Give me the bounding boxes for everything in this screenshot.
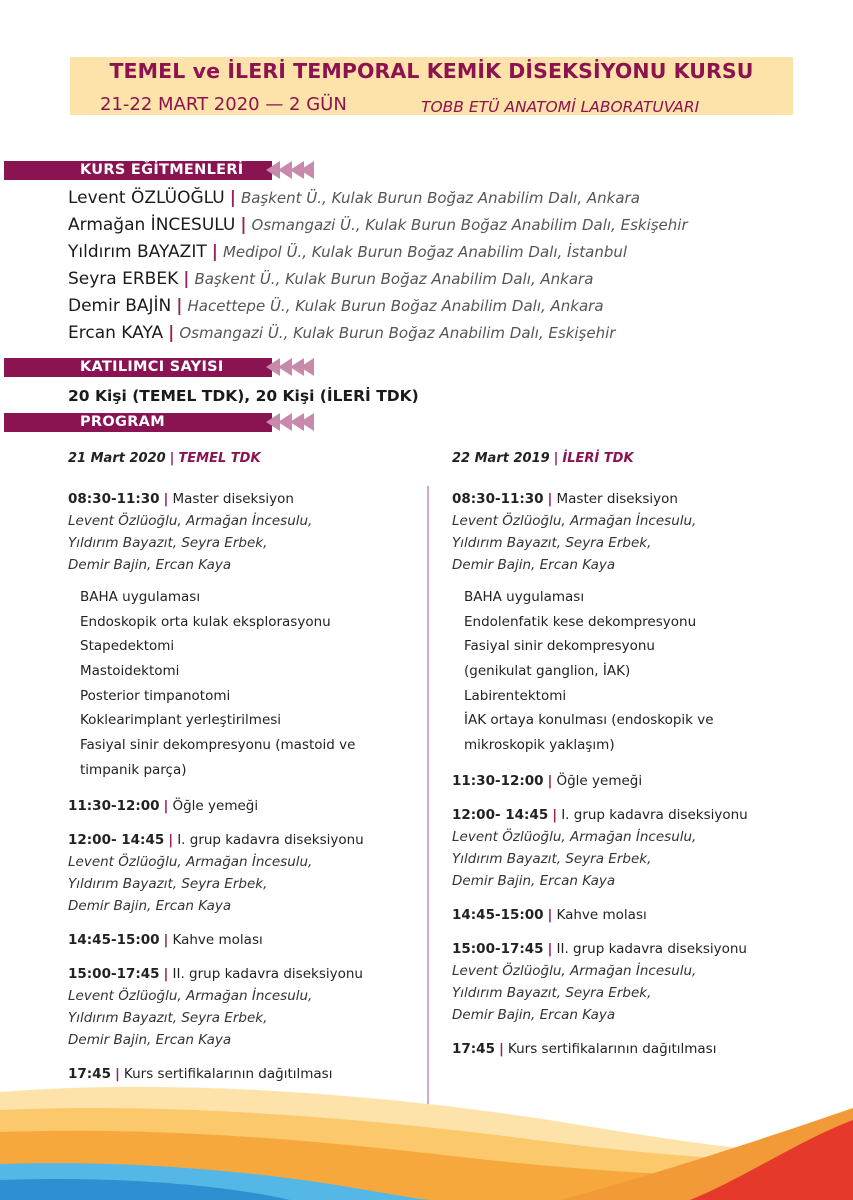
session-time: 08:30-11:30 <box>68 491 160 507</box>
separator-bar: | <box>168 831 174 848</box>
day-header <box>68 450 428 468</box>
session-time: 17:45 <box>452 1040 495 1057</box>
instructor-name: Ercan KAYA <box>68 323 164 343</box>
decorative-waves <box>0 1080 853 1200</box>
separator-bar: | <box>183 269 190 289</box>
session-row <box>68 929 428 951</box>
session-instructors: Levent Özlüoğlu, Armağan İncesulu, <box>68 853 313 870</box>
session-row <box>452 804 812 826</box>
instructor-name: Yıldırım BAYAZIT <box>68 242 207 262</box>
topic-item: (genikulat ganglion, İAK) <box>464 663 631 680</box>
separator-bar: | <box>163 965 169 982</box>
separator-bar: | <box>163 491 169 507</box>
instructor-affiliation: Osmangazi Ü., Kulak Burun Boğaz Anabilim Dalı, Eskişehir <box>179 324 616 342</box>
instructor-affiliation: Başkent Ü., Kulak Burun Boğaz Anabilim Dalı, Ankara <box>240 189 640 207</box>
session-row <box>68 795 428 817</box>
session-instructors: Demir Bajin, Ercan Kaya <box>452 1006 616 1023</box>
session-instructors: Yıldırım Bayazıt, Seyra Erbek, <box>452 535 652 551</box>
separator-bar: | <box>547 940 553 957</box>
topic-item: Labirentektomi <box>464 687 567 704</box>
course-title: TEMEL ve İLERİ TEMPORAL KEMİK DİSEKSİYONU KURSU <box>109 59 754 83</box>
session-instructors: Levent Özlüoğlu, Armağan İncesulu, <box>452 513 697 529</box>
session-instructors: Levent Özlüoğlu, Armağan İncesulu, <box>68 987 313 1004</box>
course-location: TOBB ETÜ ANATOMİ LABORATUVARI <box>421 98 700 116</box>
separator-bar: | <box>169 451 175 466</box>
session-title: Kurs sertifikalarının dağıtılması <box>123 1065 333 1082</box>
instructor-affiliation: Hacettepe Ü., Kulak Burun Boğaz Anabilim Dalı, Ankara <box>187 297 604 315</box>
topic-item: Koklearimplant yerleştirilmesi <box>80 712 282 729</box>
separator-bar: | <box>168 323 175 343</box>
day-date: 22 Mart 2019 <box>452 451 550 466</box>
session-title: Kahve molası <box>172 931 263 948</box>
program-day-1 <box>68 450 428 1085</box>
instructor-row <box>68 294 604 318</box>
session-row <box>68 963 428 985</box>
session-instructors: Yıldırım Bayazıt, Seyra Erbek, <box>68 1009 268 1026</box>
session-title: Kahve molası <box>556 906 647 923</box>
day-track: TEMEL TDK <box>178 451 261 466</box>
session-time: 17:45 <box>68 1065 111 1082</box>
section-title-participants: KATILIMCI SAYISI <box>80 359 224 375</box>
session-row <box>452 1038 812 1060</box>
topic-item: Fasiyal sinir dekompresyonu <box>464 638 655 655</box>
session-row <box>68 829 428 851</box>
session-time: 12:00- 14:45 <box>452 806 549 823</box>
session-time: 11:30-12:00 <box>68 797 160 814</box>
instructor-row <box>68 267 593 291</box>
day-header <box>452 450 812 468</box>
session-instructors: Demir Bajin, Ercan Kaya <box>452 557 616 573</box>
topic-list <box>452 585 812 758</box>
session-time: 11:30-12:00 <box>452 772 544 789</box>
participant-count: 20 Kişi (TEMEL TDK), 20 Kişi (İLERİ TDK) <box>68 387 419 405</box>
day-date: 21 Mart 2020 <box>68 451 166 466</box>
instructor-name: Levent ÖZLÜOĞLU <box>68 188 225 208</box>
session-instructors: Yıldırım Bayazıt, Seyra Erbek, <box>452 850 652 867</box>
topic-item: BAHA uygulaması <box>464 589 585 605</box>
topic-item: Posterior timpanotomi <box>80 687 231 704</box>
topic-item: Endolenfatik kese dekompresyonu <box>464 613 697 630</box>
session-instructors: Demir Bajin, Ercan Kaya <box>68 557 232 573</box>
instructor-row <box>68 186 640 210</box>
instructor-name: Seyra ERBEK <box>68 269 179 289</box>
session-time: 15:00-17:45 <box>452 940 544 957</box>
separator-bar: | <box>547 772 553 789</box>
session-title: Öğle yemeği <box>172 797 259 814</box>
session-instructors: Demir Bajin, Ercan Kaya <box>68 897 232 914</box>
topic-item: mikroskopik yaklaşım) <box>464 737 615 754</box>
separator-bar: | <box>229 188 236 208</box>
separator-bar: | <box>211 242 218 262</box>
session-time: 15:00-17:45 <box>68 965 160 982</box>
instructor-row <box>68 321 615 345</box>
separator-bar: | <box>553 451 559 466</box>
separator-bar: | <box>552 806 558 823</box>
session-title: I. grup kadavra diseksiyonu <box>561 806 748 823</box>
session-time: 14:45-15:00 <box>452 906 544 923</box>
session-row <box>452 904 812 926</box>
session-instructors: Yıldırım Bayazıt, Seyra Erbek, <box>452 984 652 1001</box>
section-title-instructors: KURS EĞİTMENLERİ <box>80 162 244 178</box>
session-title: I. grup kadavra diseksiyonu <box>177 831 364 848</box>
separator-bar: | <box>176 296 183 316</box>
session-instructors: Demir Bajin, Ercan Kaya <box>68 1031 232 1048</box>
topic-item: timpanik parça) <box>80 761 187 778</box>
separator-bar: | <box>240 215 247 235</box>
instructor-affiliation: Medipol Ü., Kulak Burun Boğaz Anabilim Dalı, İstanbul <box>222 243 628 261</box>
session-title: Öğle yemeği <box>556 772 643 789</box>
session-instructors: Yıldırım Bayazıt, Seyra Erbek, <box>68 535 268 551</box>
instructor-affiliation: Osmangazi Ü., Kulak Burun Boğaz Anabilim Dalı, Eskişehir <box>251 216 688 234</box>
session-instructors: Demir Bajin, Ercan Kaya <box>452 872 616 889</box>
session-row <box>452 488 812 510</box>
session-time: 14:45-15:00 <box>68 931 160 948</box>
session-title: Kurs sertifikalarının dağıtılması <box>507 1040 717 1057</box>
program-day-2 <box>452 450 812 1060</box>
session-time: 08:30-11:30 <box>452 491 544 507</box>
session-instructors: Yıldırım Bayazıt, Seyra Erbek, <box>68 875 268 892</box>
session-row <box>452 770 812 792</box>
separator-bar: | <box>163 797 169 814</box>
session-instructors: Levent Özlüoğlu, Armağan İncesulu, <box>452 828 697 845</box>
topic-item: BAHA uygulaması <box>80 589 201 605</box>
instructor-affiliation: Başkent Ü., Kulak Burun Boğaz Anabilim Dalı, Ankara <box>194 270 594 288</box>
topic-item: Mastoidektomi <box>80 663 180 680</box>
topic-item: Stapedektomi <box>80 638 175 655</box>
instructor-row <box>68 213 688 237</box>
instructor-name: Demir BAJİN <box>68 296 172 316</box>
day-track: İLERİ TDK <box>562 451 634 466</box>
session-title: II. grup kadavra diseksiyonu <box>172 965 363 982</box>
column-divider <box>427 486 429 1146</box>
session-title: Master diseksiyon <box>556 491 678 507</box>
session-title: Master diseksiyon <box>172 491 294 507</box>
separator-bar: | <box>114 1065 120 1082</box>
instructor-name: Armağan İNCESULU <box>68 215 236 235</box>
session-instructors: Levent Özlüoğlu, Armağan İncesulu, <box>452 962 697 979</box>
topic-list <box>68 585 428 783</box>
separator-bar: | <box>498 1040 504 1057</box>
separator-bar: | <box>547 906 553 923</box>
topic-item: Endoskopik orta kulak eksplorasyonu <box>80 613 331 630</box>
separator-bar: | <box>547 491 553 507</box>
session-instructors: Levent Özlüoğlu, Armağan İncesulu, <box>68 513 313 529</box>
session-row <box>452 938 812 960</box>
session-title: II. grup kadavra diseksiyonu <box>556 940 747 957</box>
topic-item: Fasiyal sinir dekompresyonu (mastoid ve <box>80 737 356 754</box>
session-time: 12:00- 14:45 <box>68 831 165 848</box>
topic-item: İAK ortaya konulması (endoskopik ve <box>464 712 714 729</box>
section-title-program: PROGRAM <box>80 414 165 430</box>
instructor-row <box>68 240 627 264</box>
session-row <box>68 488 428 510</box>
course-date: 21-22 MART 2020 — 2 GÜN <box>100 94 347 115</box>
separator-bar: | <box>163 931 169 948</box>
